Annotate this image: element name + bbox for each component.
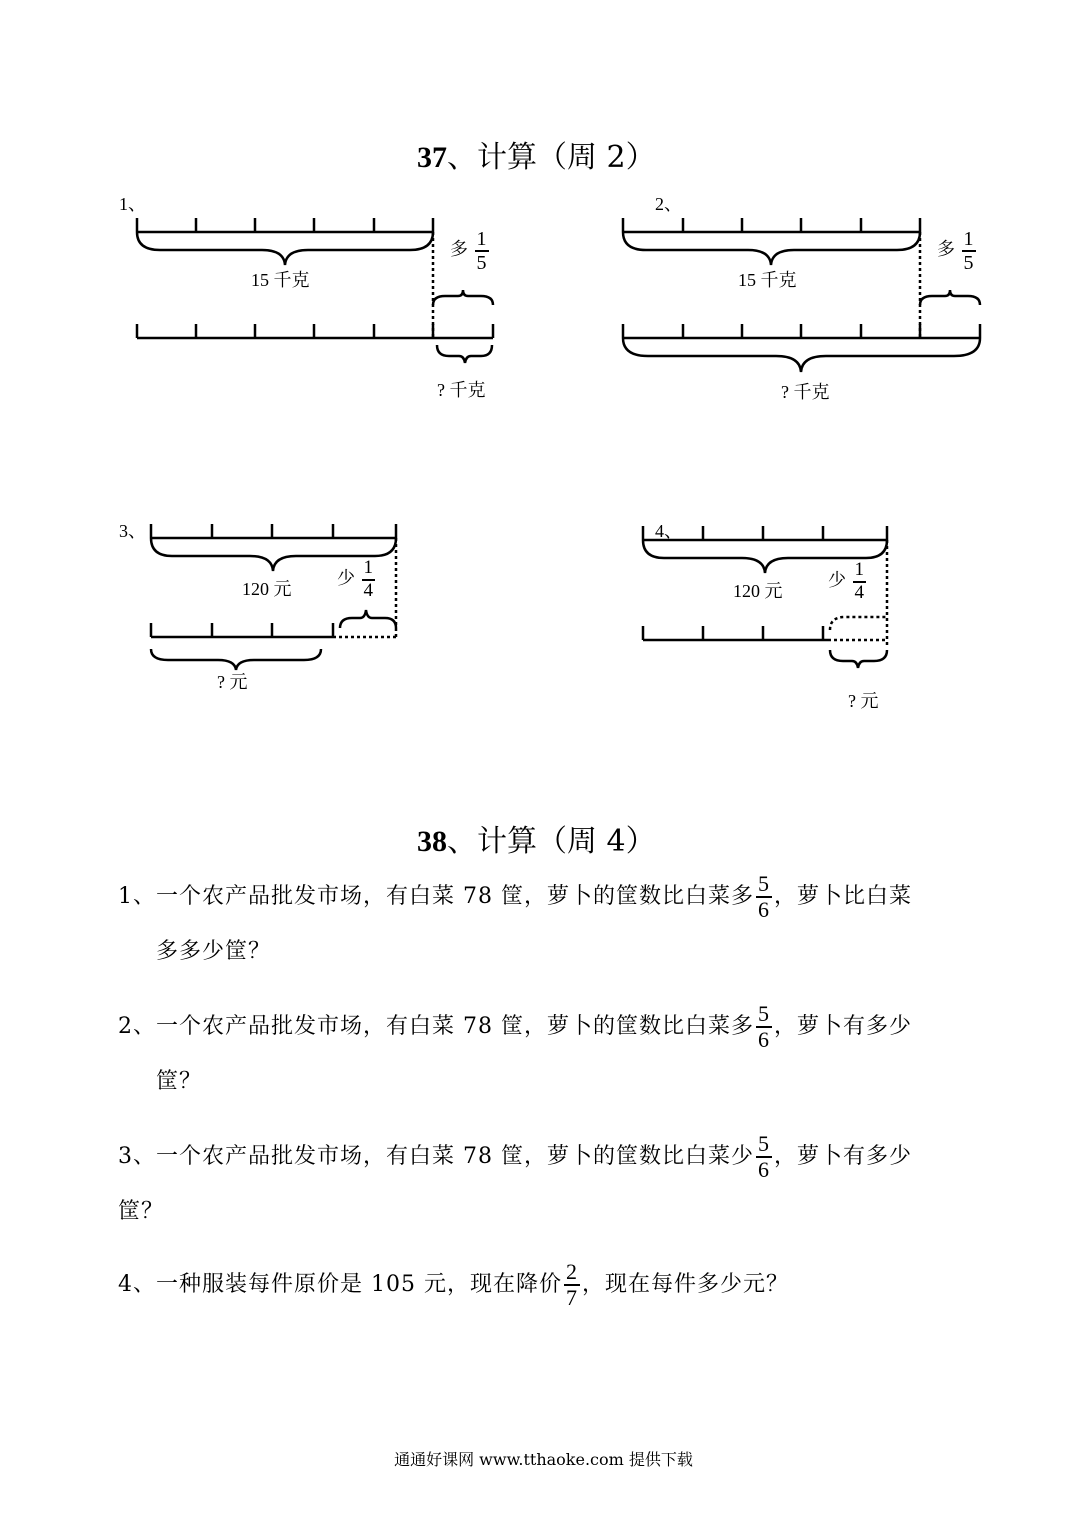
diagram-3-fraction — [362, 558, 376, 602]
question-3-fraction-num: 5 — [756, 1132, 772, 1158]
diagram-4-relation-word: 少 — [828, 570, 846, 591]
diagram-4-fraction-den: 4 — [854, 581, 864, 603]
question-1-fraction-num: 5 — [756, 872, 772, 898]
diagram-1-fraction-den: 5 — [476, 252, 487, 274]
diagram-4-fraction-num: 1 — [853, 560, 867, 583]
diagram-2-whole-label: 15 千克 — [738, 270, 797, 290]
section-38-title-text: 、计算（周 4） — [447, 824, 656, 859]
diagram-1-fraction — [475, 228, 489, 274]
diagram-3-question: ? 元 — [217, 672, 248, 692]
question-4-fraction-den: 7 — [565, 1285, 578, 1311]
diagram-1 — [137, 218, 493, 363]
diagram-3-fraction-den: 4 — [363, 579, 373, 601]
diagram-1-fraction-num: 1 — [476, 228, 487, 250]
question-1-fraction — [756, 872, 772, 922]
section-37-title-text: 、计算（周 2） — [447, 140, 656, 175]
diagram-2-fraction — [962, 228, 976, 274]
diagram-2 — [623, 218, 980, 372]
question-4-line-1 — [118, 1260, 789, 1310]
diagram-2-fraction-num: 1 — [963, 228, 974, 250]
segment-diagrams — [0, 0, 1087, 760]
diagram-1-whole-label: 15 千克 — [251, 270, 310, 290]
diagram-4-relation — [828, 560, 868, 604]
diagram-1-index: 1、 — [119, 194, 146, 214]
question-4-text-a: 4、一种服装每件原价是 105 元，现在降价 — [118, 1272, 562, 1298]
diagram-2-question: ? 千克 — [781, 382, 830, 402]
diagram-4-index: 4、 — [655, 521, 682, 541]
question-2-line-1 — [118, 1002, 912, 1052]
question-2-text-b: ，萝卜有多少 — [773, 1014, 912, 1040]
question-1-line-1 — [118, 872, 912, 922]
diagram-3-relation — [337, 558, 377, 602]
question-3-line-1 — [118, 1132, 912, 1182]
diagram-1-question: ? 千克 — [437, 380, 486, 400]
diagram-2-fraction-den: 5 — [963, 252, 974, 274]
diagram-3-relation-word: 少 — [337, 568, 355, 589]
diagram-4-whole-label: 120 元 — [733, 581, 783, 601]
question-4-fraction-num: 2 — [564, 1260, 580, 1286]
question-1-fraction-den: 6 — [757, 897, 770, 923]
question-2-fraction-num: 5 — [756, 1002, 772, 1028]
question-2-fraction — [756, 1002, 772, 1052]
question-2-fraction-den: 6 — [757, 1027, 770, 1053]
diagram-1-relation-word: 多 — [450, 239, 468, 260]
diagram-2-relation — [937, 228, 978, 274]
question-1-line-2: 多多少筐？ — [156, 939, 272, 964]
section-38-title — [417, 816, 656, 860]
question-3-fraction — [756, 1132, 772, 1182]
diagram-2-relation-word: 多 — [937, 239, 955, 260]
question-2-line-2: 筐？ — [156, 1069, 203, 1094]
question-2-text-a: 2、一个农产品批发市场，有白菜 78 筐，萝卜的筐数比白菜多 — [118, 1014, 754, 1040]
question-1-text-b: ，萝卜比白菜 — [773, 884, 912, 910]
question-3-line-2: 筐？ — [118, 1199, 165, 1224]
question-3-text-b: ，萝卜有多少 — [773, 1144, 912, 1170]
diagram-1-relation — [450, 228, 491, 274]
diagram-2-index: 2、 — [655, 194, 682, 214]
diagram-3-index: 3、 — [119, 521, 146, 541]
diagram-3-fraction-num: 1 — [362, 558, 376, 581]
question-3-text-a: 3、一个农产品批发市场，有白菜 78 筐，萝卜的筐数比白菜少 — [118, 1144, 754, 1170]
question-4-fraction — [564, 1260, 580, 1310]
question-3-fraction-den: 6 — [757, 1157, 770, 1183]
footer-credit: 通通好课网 www.tthaoke.com 提供下载 — [394, 1450, 693, 1469]
section-38-number: 38 — [417, 825, 447, 858]
section-37-number: 37 — [417, 141, 447, 174]
diagram-4-fraction — [853, 560, 867, 604]
diagram-3-whole-label: 120 元 — [242, 579, 292, 599]
question-1-text-a: 1、一个农产品批发市场，有白菜 78 筐，萝卜的筐数比白菜多 — [118, 884, 754, 910]
diagram-4-question: ? 元 — [848, 691, 879, 711]
question-4-text-b: ，现在每件多少元？ — [581, 1272, 789, 1298]
